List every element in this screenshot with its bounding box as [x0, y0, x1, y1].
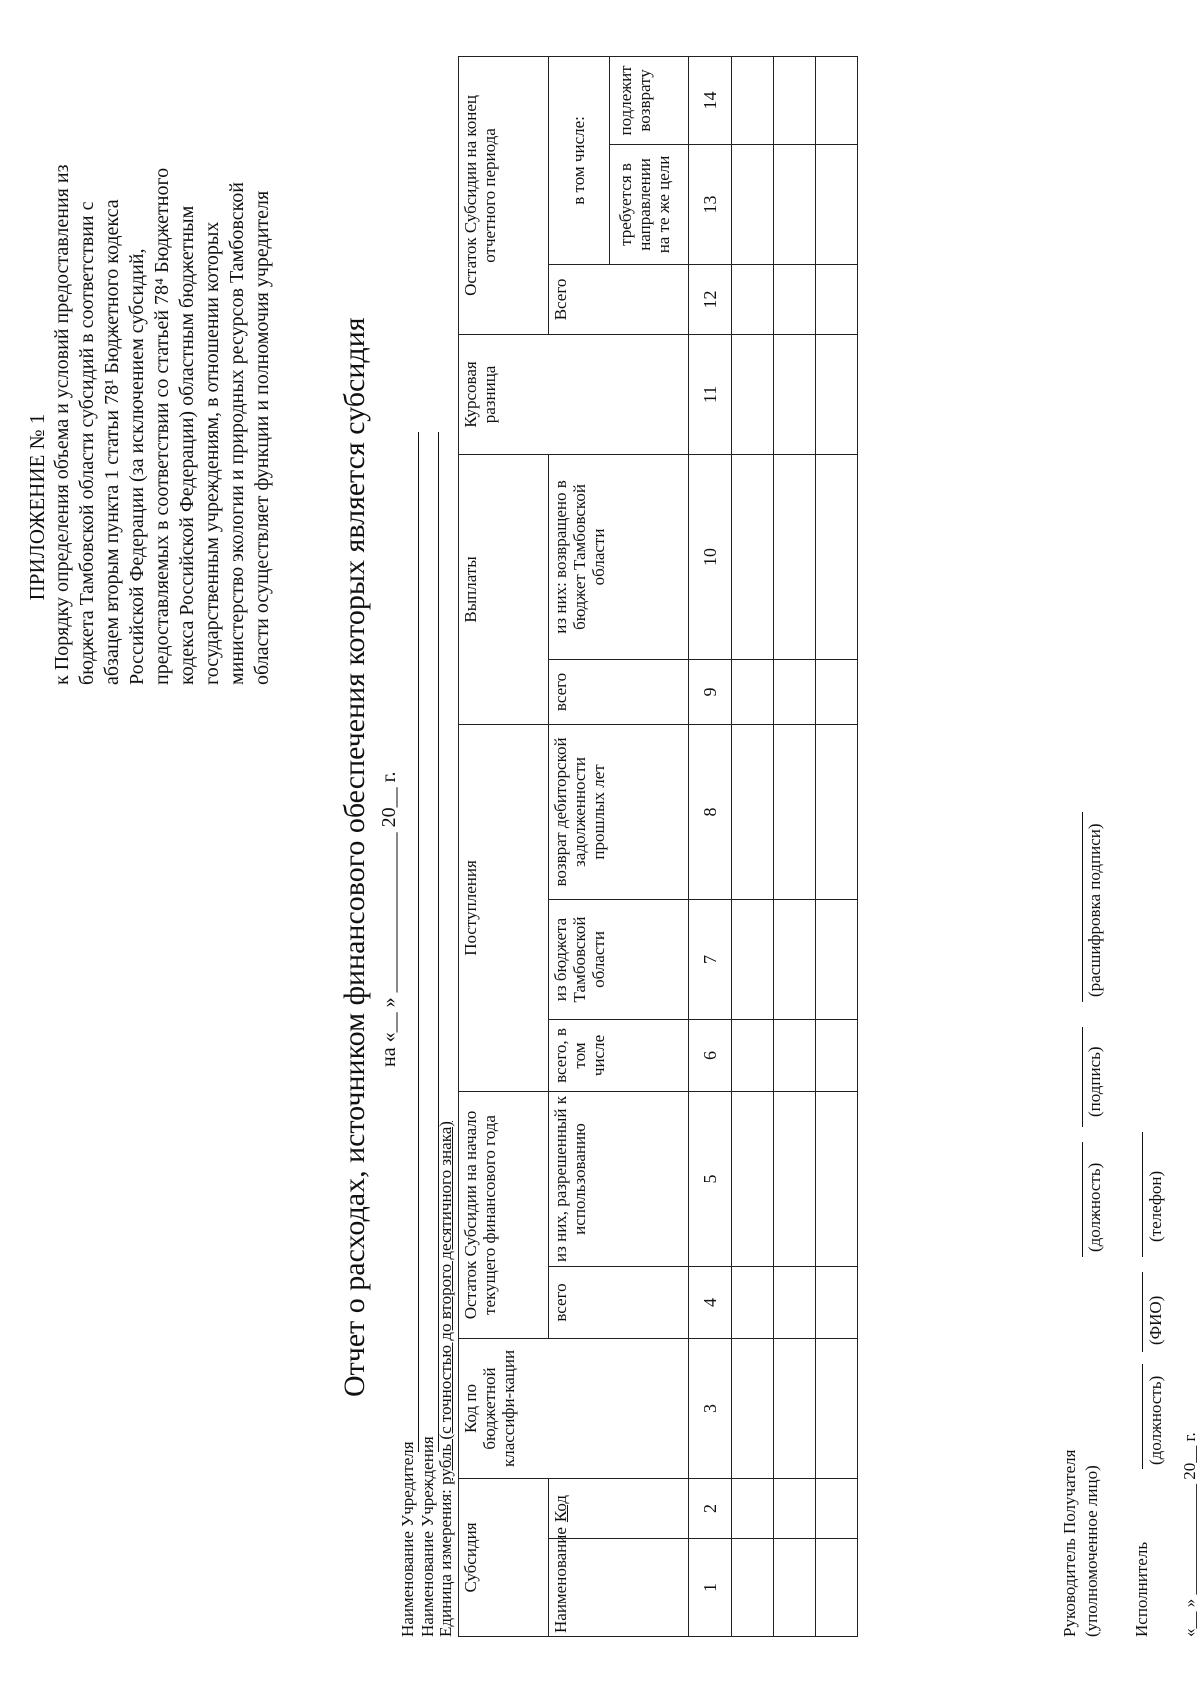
executor-position-caption: (должность) — [1146, 1375, 1165, 1465]
hdr-end-total: Всего — [549, 264, 689, 334]
table-row — [732, 56, 774, 1636]
appendix-line: министерство экологии и природных ресурсов Тамбовской — [226, 182, 248, 685]
hdr-balance-end: Остаток Субсидии на конец отчетного периода — [459, 56, 549, 334]
report-title: Отчет о расходах, источником финансового обеспечения которых является субсидия — [338, 317, 371, 1397]
hdr-returned: из них: возвращено в бюджет Тамбовской области — [549, 454, 689, 659]
table-row — [774, 56, 816, 1636]
founder-label: Наименование Учредителя — [398, 1441, 417, 1637]
col-number: 2 — [689, 1479, 732, 1539]
executor-position-line — [1142, 1364, 1143, 1469]
head-position-line — [1082, 1142, 1083, 1257]
col-number: 14 — [689, 56, 732, 144]
appendix-text — [50, 25, 275, 685]
unit-value: рубль (с точностью до второго десятичного знака) — [436, 1121, 455, 1485]
founder-underline — [418, 432, 419, 1452]
hdr-receipts: Поступления — [459, 724, 549, 1091]
unit-line — [436, 1121, 456, 1637]
hdr-name: Наименование — [549, 1539, 689, 1637]
hdr-including-group — [549, 56, 689, 264]
col-number: 4 — [689, 1267, 732, 1339]
hdr-budget-code: Код по бюджетной классифи-кации — [459, 1339, 689, 1479]
hdr-required: требуется в направлении на те же цели — [610, 144, 688, 264]
executor-label: Исполнитель — [1132, 1541, 1151, 1637]
hdr-permitted: из них, разрешенный к использованию — [549, 1091, 689, 1266]
head-signature-caption: (подпись) — [1085, 1046, 1104, 1117]
appendix-line: государственным учреждениям, в отношении которых — [201, 221, 223, 685]
report-date-line: на «__ » ________________ 20__ г. — [378, 771, 400, 1067]
col-number: 6 — [689, 1019, 732, 1091]
appendix-line: кодекса Российской Федерации) областным бюджетным — [176, 205, 198, 685]
appendix-line: к Порядку определения объема и условий предоставления из — [51, 164, 73, 685]
col-number: 7 — [689, 899, 732, 1019]
col-number: 11 — [689, 334, 732, 454]
head-position-caption: (должность) — [1085, 1162, 1104, 1252]
hdr-payments-total: всего — [549, 659, 689, 724]
hdr-payments: Выплаты — [459, 454, 549, 724]
hdr-including-split — [610, 57, 688, 264]
head-sub: (уполномоченное лицо) — [1082, 1465, 1101, 1637]
executor-phone-line — [1142, 1132, 1143, 1257]
head-decoding-caption: (расшифровка подписи) — [1085, 823, 1104, 997]
col-number: 5 — [689, 1091, 732, 1266]
hdr-to-return: подлежит возврату — [616, 65, 654, 136]
col-number: 1 — [689, 1539, 732, 1637]
hdr-debt-return: возврат дебиторской задолженности прошлых лет — [549, 724, 689, 899]
institution-label: Наименование Учреждения — [418, 1436, 437, 1637]
hdr-from-budget: из бюджета Тамбовской области — [549, 899, 689, 1019]
executor-fio-caption: (ФИО) — [1146, 1295, 1165, 1345]
hdr-including: в том числе: — [549, 57, 610, 264]
col-number: 8 — [689, 724, 732, 899]
head-decoding-line — [1082, 812, 1083, 1002]
appendix-line: Российской Федерации (за исключением субсидий, — [126, 248, 148, 685]
col-number: 12 — [689, 264, 732, 334]
col-number: 10 — [689, 454, 732, 659]
appendix-line: бюджета Тамбовской области субсидий в соответствии с — [76, 201, 98, 685]
unit-prefix: Единица измерения: — [436, 1484, 455, 1637]
head-signature-line — [1082, 1027, 1083, 1127]
sign-date-line: «__ » _____________ 20__ г. — [1180, 1432, 1199, 1637]
appendix-line: абзацем вторым пункта 1 статьи 78¹ Бюджетного кодекса — [101, 199, 123, 685]
appendix-heading: ПРИЛОЖЕНИЕ № 1 — [25, 413, 49, 601]
column-numbers-row — [689, 56, 732, 1636]
report-table — [458, 56, 858, 1637]
col-number: 9 — [689, 659, 732, 724]
hdr-balance-start: Остаток Субсидии на начало текущего финансового года — [459, 1091, 549, 1338]
hdr-start-total: всего — [549, 1267, 689, 1339]
executor-phone-caption: (телефон) — [1146, 1170, 1165, 1242]
hdr-subsidy: Субсидия — [459, 1479, 549, 1637]
appendix-line: предоставляемых в соответствии со статьей 78⁴ Бюджетного — [151, 167, 173, 685]
hdr-total-incl: всего, в том числе — [549, 1019, 689, 1091]
head-label: Руководитель Получателя — [1060, 1449, 1079, 1637]
hdr-code: Код — [549, 1479, 689, 1539]
hdr-exchange: Курсовая разница — [459, 334, 689, 454]
col-number: 13 — [689, 144, 732, 264]
col-number: 3 — [689, 1339, 732, 1479]
executor-fio-line — [1142, 1272, 1143, 1352]
table-row — [816, 56, 858, 1636]
appendix-line: области осуществляет функции и полномочия учредителя — [251, 190, 273, 685]
